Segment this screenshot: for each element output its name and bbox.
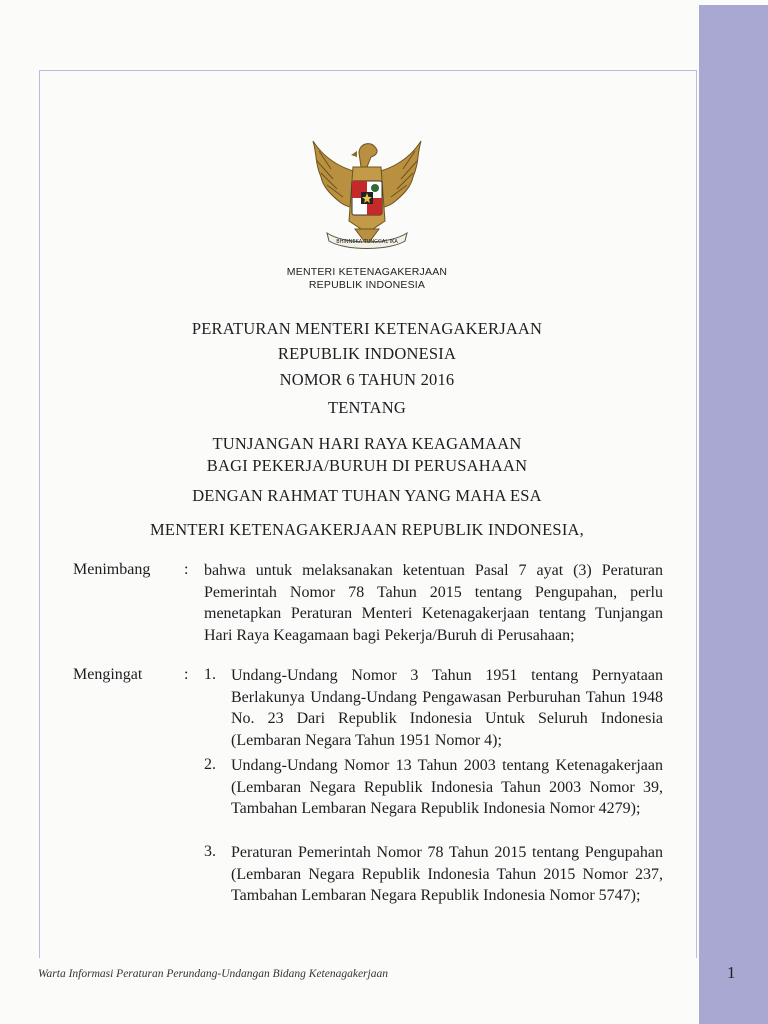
agency-name: MENTERI KETENAGAKERJAAN bbox=[286, 266, 448, 278]
garuda-crest-emblem bbox=[305, 133, 429, 253]
menimbang-label: Menimbang bbox=[73, 561, 151, 578]
regulation-number: NOMOR 6 TAHUN 2016 bbox=[279, 370, 455, 389]
regulation-title: PERATURAN MENTERI KETENAGAKERJAAN bbox=[191, 319, 543, 338]
invocation: DENGAN RAHMAT TUHAN YANG MAHA ESA bbox=[192, 486, 542, 505]
regulation-country: REPUBLIK INDONESIA bbox=[277, 344, 457, 363]
mengingat-item-text: Undang-Undang Nomor 3 Tahun 1951 tentang Pernyataan Berlakunya Undang-Undang Pengawasan Perburuhan Tahun 1948 No. 23 Dari Republik Indonesia Untuk Seluruh Indonesia (Lembaran Negara Tahun 1951 Nomor 4); bbox=[231, 667, 663, 749]
menimbang-text: bahwa untuk melaksanakan ketentuan Pasal 7 ayat (3) Peraturan Pemerintah Nomor 78 Tahun 2015 tentang Pengupahan, perlu menetapkan Peraturan Menteri Ketenagakerjaan tentang Tunjangan Hari Raya Keagamaan bagi Pekerja/Buruh di Perusahaan; bbox=[204, 562, 663, 644]
footer-publication-name: Warta Informasi Peraturan Perundang-Undangan Bidang Ketenagakerjaan bbox=[38, 968, 388, 980]
regulation-subject-line1: TUNJANGAN HARI RAYA KEAGAMAAN bbox=[212, 434, 522, 453]
mengingat-item-text: Peraturan Pemerintah Nomor 78 Tahun 2015 tentang Pengupahan (Lembaran Negara Republik Indonesia Tahun 2015 Nomor 237, Tambahan Lembaran Negara Republik Indonesia Nomor 5747); bbox=[231, 844, 663, 904]
enactor-heading: MENTERI KETENAGAKERJAAN REPUBLIK INDONESIA, bbox=[150, 520, 584, 539]
mengingat-label: Mengingat bbox=[73, 666, 143, 683]
page-number: 1 bbox=[727, 963, 736, 982]
mengingat-item-text: Undang-Undang Nomor 13 Tahun 2003 tentang Ketenagakerjaan (Lembaran Negara Republik Indonesia Tahun 2003 Nomor 39, Tambahan Lembaran Negara Republik Indonesia Nomor 4279); bbox=[231, 757, 663, 817]
mengingat-item-number: 1. bbox=[204, 666, 216, 683]
mengingat-item-number: 3. bbox=[204, 843, 216, 860]
mengingat-item-number: 2. bbox=[204, 756, 216, 773]
mengingat-colon: : bbox=[184, 666, 189, 683]
menimbang-colon: : bbox=[184, 561, 189, 578]
regulation-tentang: TENTANG bbox=[328, 398, 406, 417]
side-color-band bbox=[699, 5, 768, 1024]
regulation-subject-line2: BAGI PEKERJA/BURUH DI PERUSAHAAN bbox=[206, 456, 528, 475]
agency-country: REPUBLIK INDONESIA bbox=[308, 279, 426, 291]
crest-motto-ribbon: BHINNEKA TUNGGAL IKA bbox=[336, 239, 398, 245]
